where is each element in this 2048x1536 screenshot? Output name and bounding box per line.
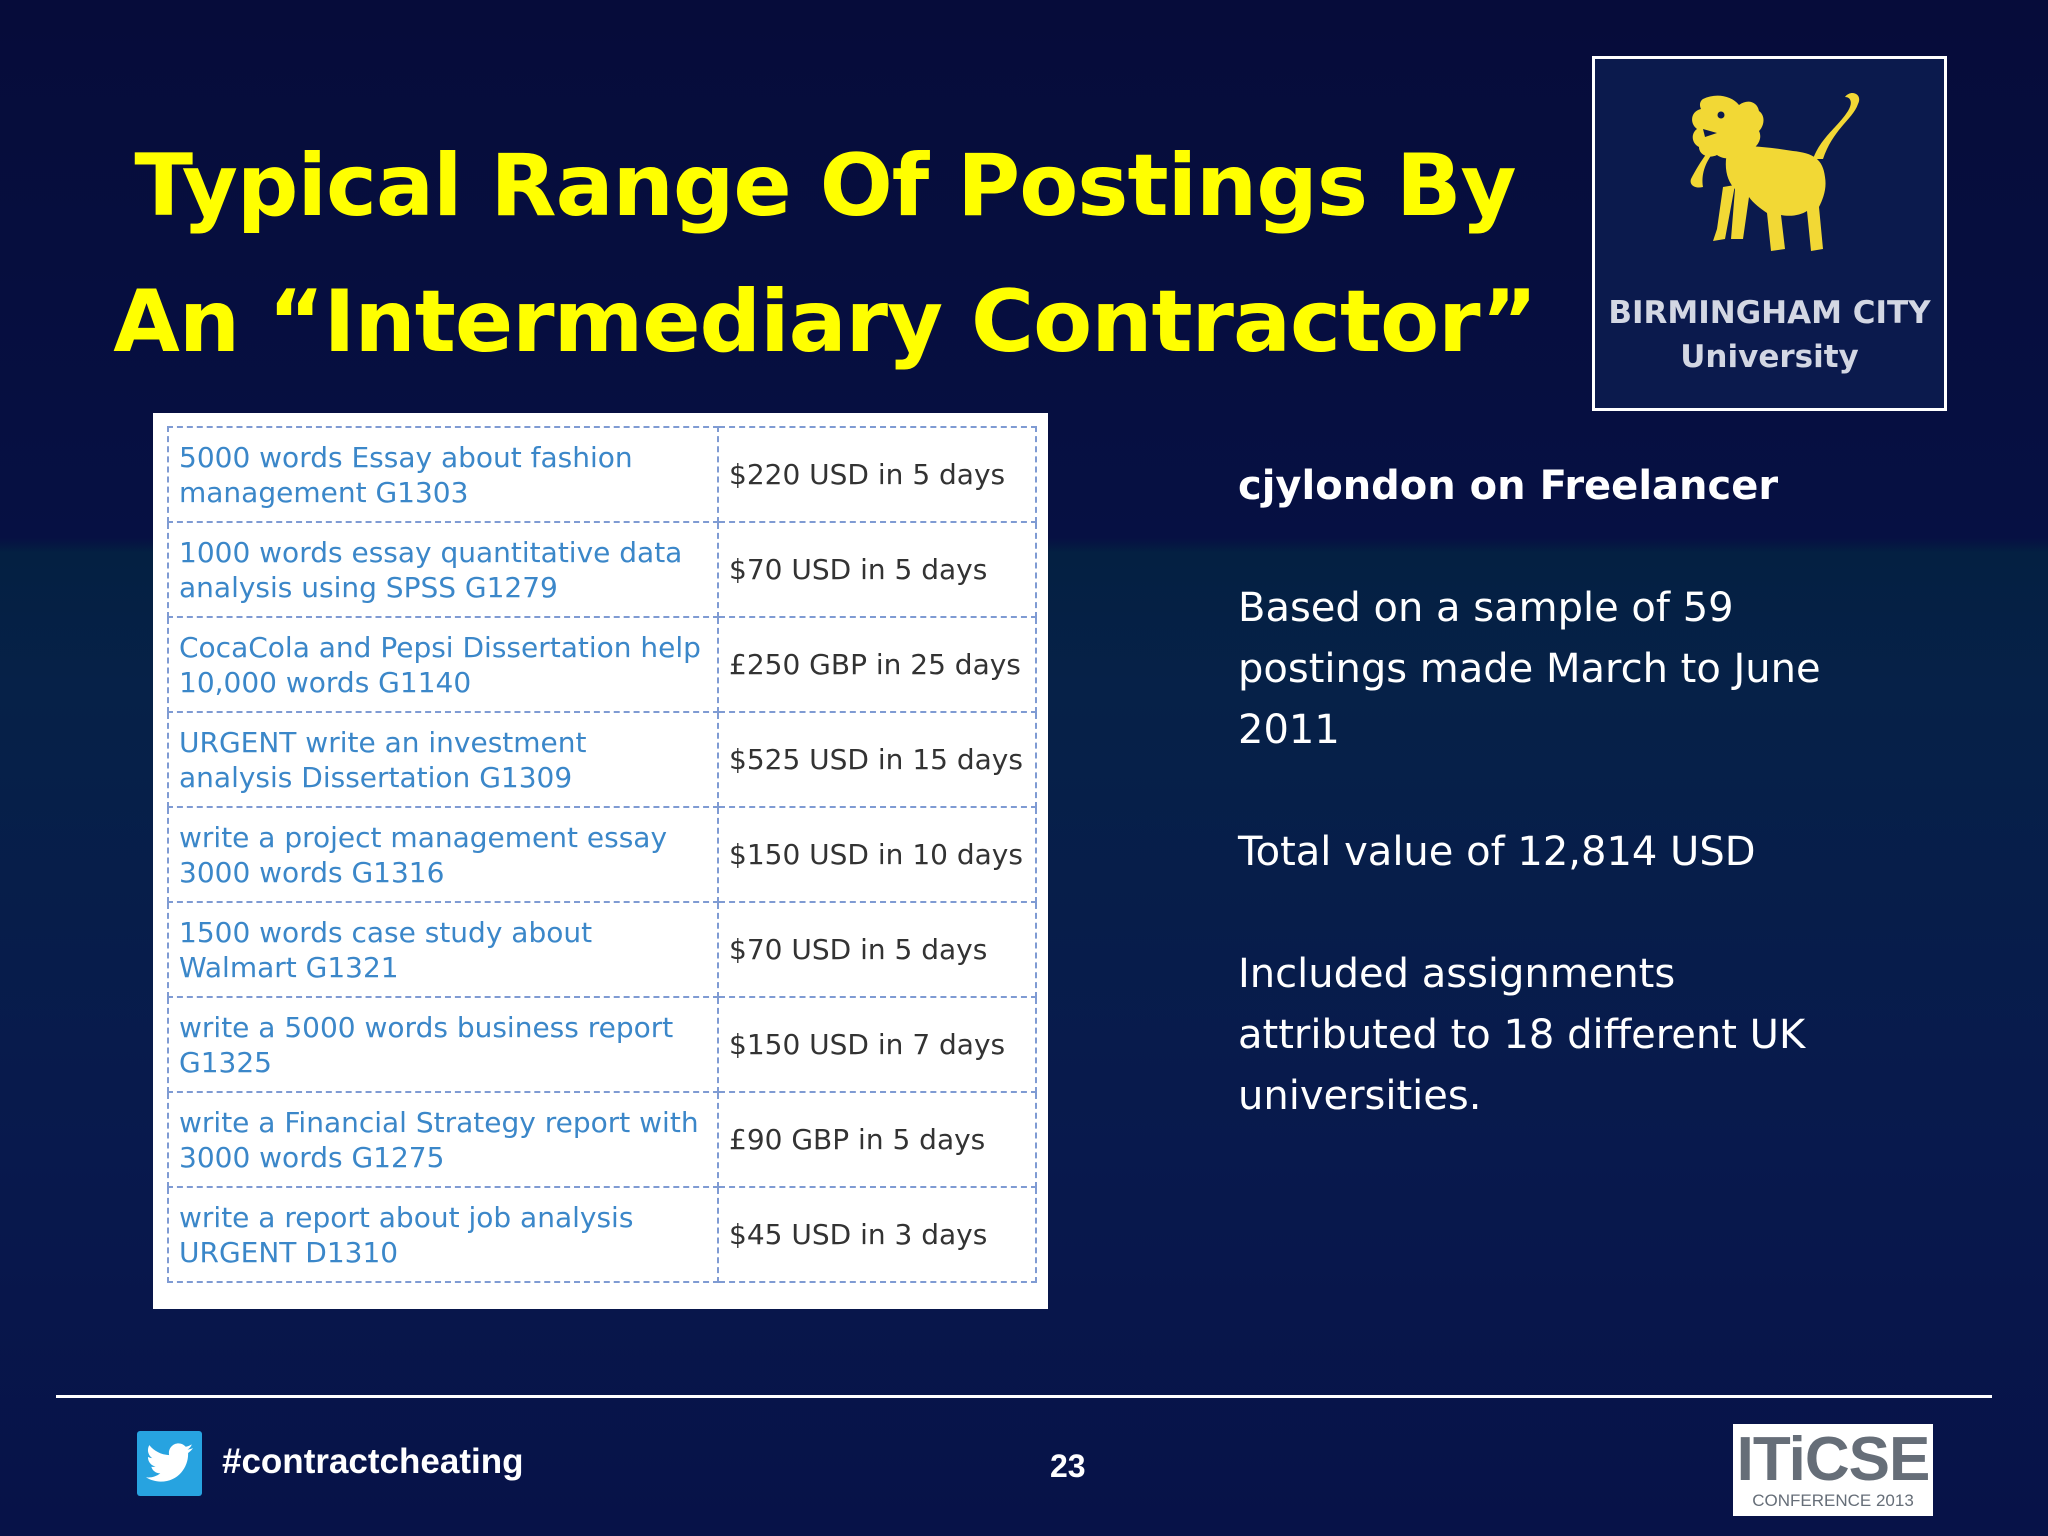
summary-total: Total value of 12,814 USD	[1238, 829, 1756, 875]
birmingham-city-university-logo	[1592, 56, 1947, 411]
posting-price: $525 USD in 15 days	[718, 712, 1036, 807]
table-row	[168, 617, 1036, 712]
postings-table	[153, 413, 1048, 1309]
posting-price: £90 GBP in 5 days	[718, 1092, 1036, 1187]
posting-task-link[interactable]: 1000 words essay quantitative data analysis using SPSS G1279	[168, 522, 718, 617]
table-row	[168, 522, 1036, 617]
posting-task-link[interactable]: write a 5000 words business report G1325	[168, 997, 718, 1092]
table-row	[168, 807, 1036, 902]
posting-task-link[interactable]: write a report about job analysis URGENT D1310	[168, 1187, 718, 1282]
iticse-logo-name: ITiCSE	[1736, 1425, 1930, 1494]
table-row	[168, 427, 1036, 522]
university-name-line-2: University	[1680, 339, 1859, 375]
posting-price: $150 USD in 10 days	[718, 807, 1036, 902]
table-row	[168, 1187, 1036, 1282]
summary-text	[1238, 456, 1878, 1188]
posting-task-link[interactable]: CocaCola and Pepsi Dissertation help 10,000 words G1140	[168, 617, 718, 712]
table-row	[168, 1092, 1036, 1187]
summary-sample: Based on a sample of 59 postings made March to June 2011	[1238, 585, 1821, 753]
table-row	[168, 997, 1036, 1092]
posting-price: $220 USD in 5 days	[718, 427, 1036, 522]
summary-universities: Included assignments attributed to 18 different UK universities.	[1238, 951, 1806, 1119]
posting-task-link[interactable]: 1500 words case study about Walmart G1321	[168, 902, 718, 997]
lion-crest-icon	[1673, 89, 1873, 279]
university-name	[1595, 291, 1944, 379]
slide-title-line-2: An “Intermediary Contractor”	[113, 272, 1537, 372]
posting-task-link[interactable]: write a Financial Strategy report with 3000 words G1275	[168, 1092, 718, 1187]
posting-price: $150 USD in 7 days	[718, 997, 1036, 1092]
summary-heading: cjylondon on Freelancer	[1238, 463, 1779, 509]
iticse-conference-logo	[1733, 1424, 1933, 1516]
footer-divider	[56, 1395, 1992, 1398]
page-number: 23	[1050, 1448, 1086, 1484]
slide-title-line-1: Typical Range Of Postings By	[134, 136, 1516, 236]
twitter-bird-icon	[137, 1431, 202, 1496]
posting-price: $70 USD in 5 days	[718, 522, 1036, 617]
iticse-logo-subtitle: CONFERENCE 2013	[1752, 1491, 1914, 1510]
university-name-line-1: BIRMINGHAM CITY	[1608, 295, 1931, 331]
posting-task-link[interactable]: 5000 words Essay about fashion management G1303	[168, 427, 718, 522]
posting-price: $70 USD in 5 days	[718, 902, 1036, 997]
slide-title	[110, 118, 1540, 390]
posting-task-link[interactable]: write a project management essay 3000 words G1316	[168, 807, 718, 902]
posting-task-link[interactable]: URGENT write an investment analysis Dissertation G1309	[168, 712, 718, 807]
hashtag-label: #contractcheating	[222, 1442, 524, 1481]
table-row	[168, 712, 1036, 807]
posting-price: £250 GBP in 25 days	[718, 617, 1036, 712]
posting-price: $45 USD in 3 days	[718, 1187, 1036, 1282]
table-row	[168, 902, 1036, 997]
